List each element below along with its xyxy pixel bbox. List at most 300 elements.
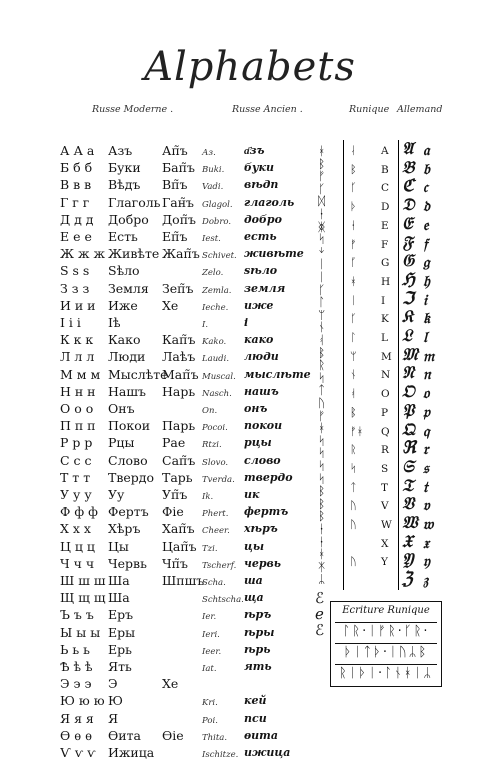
rune-glyph: ᛁ: [318, 257, 326, 272]
rune-letter: ᛋ: [350, 461, 357, 475]
ancient-letter-name: хѣръ: [244, 522, 278, 536]
ligature-form: Мап̃ъ: [162, 366, 199, 382]
ancient-transliteration: Scha.: [202, 578, 226, 588]
letter-forms: І і і: [60, 315, 81, 330]
ancient-letter-name: кей: [244, 694, 267, 708]
latin-letter: H: [381, 275, 391, 288]
ecriture-runique-box: [330, 601, 442, 687]
ancient-transliteration: Slovo.: [202, 457, 229, 468]
letter-forms: Ц ц ц: [60, 538, 95, 554]
ancient-transliteration: Muscal.: [202, 371, 236, 382]
ligature-form: Кап̃ъ: [162, 332, 196, 348]
ancient-letter-name: слово: [244, 453, 281, 467]
ancient-transliteration: Poi.: [202, 715, 218, 726]
letter-forms: Ф ф ф: [60, 504, 98, 520]
letter-forms: Л л л: [60, 349, 95, 365]
ancient-transliteration: Laudi.: [202, 354, 230, 365]
rune-letter: ᚴ: [350, 312, 357, 326]
ornament-glyph: ℰ: [315, 589, 325, 607]
letter-forms: Ъ ъ ъ: [60, 607, 94, 623]
gothic-lowercase: 𝔨: [423, 309, 431, 328]
gothic-capital: 𝔗: [402, 475, 414, 496]
letter-name: Хѣръ: [108, 521, 141, 537]
latin-letter: L: [381, 332, 388, 344]
ligature-form: Жап̃ъ: [162, 246, 200, 262]
ancient-transliteration: Iest.: [202, 234, 221, 244]
ligature-form: Парь: [162, 418, 196, 434]
letter-name: Червь: [108, 555, 147, 571]
letter-forms: П п п: [60, 418, 96, 434]
letter-name: Добро: [108, 211, 149, 227]
ligature-form: Хап̃ъ: [162, 521, 195, 537]
gothic-capital: 𝔑: [402, 363, 415, 384]
ancient-letter-name: ижица: [244, 746, 291, 759]
ligature-form: Лаѣъ: [162, 349, 196, 365]
latin-letter: B: [381, 163, 389, 176]
rune-letter: ᛘ: [350, 349, 357, 363]
gothic-lowercase: 𝔠: [423, 178, 428, 197]
gothic-capital: 𝔇: [402, 195, 415, 216]
rune-glyph: ᚴ: [318, 181, 326, 196]
rune-glyph: ᛋ: [318, 446, 326, 461]
letter-forms: С с с: [60, 452, 92, 468]
latin-letter: Q: [381, 425, 390, 438]
header-russe-ancien: Russe Ancien .: [232, 104, 303, 115]
ancient-transliteration: Ieri.: [202, 629, 220, 640]
ligature-form: Уп̃ъ: [162, 487, 188, 502]
gothic-capital: 𝔅: [402, 157, 415, 178]
letter-name: Есть: [108, 229, 138, 244]
gothic-capital: ℜ: [402, 438, 416, 459]
gothic-capital: 𝔙: [402, 494, 414, 515]
ancient-letter-name: а҃зъ: [244, 144, 265, 157]
gothic-capital: 𝔄: [402, 139, 414, 159]
letter-forms: А А а: [60, 143, 95, 158]
ancient-transliteration: Kako.: [202, 337, 227, 348]
letter-name: Ѕѣло: [108, 263, 140, 279]
ancient-letter-name: ѣры: [244, 625, 275, 639]
rune-letter: ᚠ: [350, 237, 357, 251]
ancient-letter-name: нашъ: [244, 384, 279, 398]
ancient-transliteration: Tverda.: [202, 474, 235, 485]
rune-glyph: ᛚ: [318, 295, 326, 310]
rune-glyph: ᛋ: [318, 232, 326, 247]
letter-name: Нашъ: [108, 383, 146, 399]
ancient-transliteration: Zemla.: [202, 285, 232, 296]
rune-letter: ᚢ: [350, 518, 357, 531]
gothic-capital: 𝔎: [402, 307, 414, 328]
ancient-transliteration: Schtscha.: [202, 595, 244, 606]
ancient-letter-name: мыслѣте: [244, 367, 311, 381]
ligature-form: Бап̃ъ: [162, 160, 195, 176]
ancient-letter-name: і: [244, 316, 249, 329]
letter-name: Твердо: [108, 469, 154, 485]
letter-name: Покои: [108, 418, 151, 434]
ancient-letter-name: есть: [244, 230, 277, 243]
rune-glyph: ᛂ: [318, 534, 326, 549]
letter-name: Ижица: [108, 745, 155, 760]
gothic-capital: 𝔛: [402, 531, 413, 552]
gothic-lowercase: 𝔩: [423, 328, 427, 346]
letter-name: Азъ: [108, 143, 133, 158]
gothic-lowercase: 𝔟: [423, 159, 430, 178]
rune-letter: ᛔ: [350, 405, 357, 419]
ligature-form: Нарь: [162, 383, 196, 399]
letter-forms: Б б б: [60, 160, 93, 176]
rune-letter: ᚦ: [350, 200, 357, 214]
letter-forms: Н н н: [60, 383, 96, 399]
ancient-letter-name: земля: [244, 281, 286, 295]
latin-letter: R: [381, 444, 389, 457]
gothic-capital: ℑ: [402, 288, 414, 309]
gothic-capital: 𝔓: [402, 400, 415, 421]
rune-glyph: ᛂ: [318, 207, 326, 221]
rune-glyph: ᚴ: [318, 282, 326, 297]
letter-name: Фертъ: [108, 504, 149, 520]
letter-forms: З з з: [60, 280, 90, 296]
ancient-transliteration: Thita.: [202, 732, 228, 743]
letter-forms: М м м: [60, 366, 101, 382]
ancient-transliteration: Ieer.: [202, 646, 222, 657]
ancient-transliteration: Kri.: [202, 698, 218, 709]
letter-forms: Д д д: [60, 211, 94, 227]
rune-line: ᚦᛁᛏᚦ·ᛁᚢᛦᛒ: [335, 643, 437, 662]
letter-forms: Г г г: [60, 194, 90, 210]
runic-ornament: [315, 590, 324, 638]
gothic-capital: 𝔒: [402, 382, 415, 403]
ligature-form: Ап̃ъ: [162, 143, 188, 158]
letter-forms: Ь ь ь: [60, 641, 90, 657]
ancient-letter-name: цы: [244, 539, 265, 553]
ancient-letter-name: фертъ: [244, 505, 289, 519]
latin-letter: S: [381, 462, 389, 475]
letter-forms: Т т т: [60, 469, 91, 485]
table-row: [0, 693, 500, 712]
ligature-form: Цап̃ъ: [162, 538, 197, 554]
latin-letter: G: [381, 257, 390, 270]
ligature-form: Вп̃ъ: [162, 177, 188, 193]
letter-name: Глаголь: [108, 194, 161, 210]
letter-forms: Ш ш ш: [60, 573, 106, 588]
letter-forms: Х х х: [60, 521, 91, 537]
column-divider-right: [398, 140, 399, 590]
rune-letter: ᛆ: [350, 144, 357, 157]
rune-glyph: ᚾ: [318, 320, 326, 335]
gothic-lowercase: 𝔵: [423, 533, 430, 552]
letter-forms: Ы ы ы: [60, 624, 101, 640]
ligature-form: Чп̃ъ: [162, 555, 188, 571]
ligature-form: Шпшъ: [162, 573, 205, 588]
gothic-lowercase: 𝔶: [423, 552, 430, 571]
letter-forms: К к к: [60, 332, 94, 348]
ligature-form: Доп̃ъ: [162, 211, 196, 227]
rune-letter: ᚢ: [350, 499, 357, 513]
letter-forms: Ѵ ѵ ѵ: [60, 745, 96, 760]
gothic-capital: ℨ: [402, 569, 413, 590]
rune-glyph: ᛋ: [318, 370, 326, 385]
ancient-transliteration: Pocoi.: [202, 423, 228, 434]
letter-name: Уу: [108, 487, 125, 502]
ligature-form: Хе: [162, 297, 179, 313]
letter-name: Рцы: [108, 435, 135, 451]
rune-line: ᛚᚱ·ᛁᚠᚱ·ᚴᚱ·: [335, 622, 437, 641]
gothic-lowercase: 𝔬: [423, 384, 430, 403]
letter-forms: В в в: [60, 177, 92, 193]
latin-letter: A: [381, 145, 389, 157]
gothic-lowercase: 𝔞: [423, 141, 430, 159]
letter-name: Земля: [108, 280, 149, 296]
rune-glyph: ᛋ: [318, 459, 326, 473]
rune-glyph: ᚠ: [318, 408, 326, 423]
ancient-transliteration: Ik.: [202, 492, 214, 502]
letter-name: Ерь: [108, 641, 132, 657]
ancient-transliteration: Cheer.: [202, 526, 230, 537]
gothic-lowercase: 𝔡: [423, 197, 430, 216]
rune-glyph: ᛔ: [318, 345, 326, 360]
latin-letter: O: [381, 388, 390, 401]
letter-name: Э: [108, 676, 118, 692]
ancient-transliteration: Phert.: [202, 509, 229, 520]
ornament-glyph: ℰ: [315, 621, 325, 639]
letter-forms: Ѳ ѳ ѳ: [60, 727, 93, 743]
ancient-letter-name: глаголь: [244, 195, 295, 209]
rune-glyph: ᛒ: [318, 509, 326, 524]
rune-glyph: ᛋ: [318, 433, 326, 448]
ligature-form: Хе: [162, 676, 179, 692]
ornament-glyph: ℯ: [315, 605, 324, 623]
ligature-form: Тарь: [162, 469, 193, 485]
rune-glyph: ᛋ: [318, 471, 326, 486]
ancient-letter-name: люди: [244, 350, 279, 364]
letter-name: Цы: [108, 538, 129, 554]
gothic-capital: 𝔔: [402, 419, 415, 440]
ecriture-runique-title: Ecriture Runique: [342, 605, 430, 616]
ancient-letter-name: твердо: [244, 470, 293, 484]
gothic-lowercase: 𝔷: [423, 571, 429, 590]
letter-name: Ша: [108, 590, 130, 606]
latin-letter: W: [381, 519, 392, 531]
ancient-letter-name: живѣте: [244, 247, 304, 261]
ancient-transliteration: Zelo.: [202, 268, 224, 279]
gothic-capital: 𝔊: [402, 251, 415, 272]
letter-name: Иже: [108, 297, 138, 313]
latin-letter: Y: [381, 556, 388, 569]
rune-glyph: ᛦ: [318, 572, 326, 587]
letter-forms: Ю ю ю: [60, 693, 105, 709]
latin-letter: D: [381, 201, 390, 214]
ancient-letter-name: вѣдп: [244, 178, 279, 192]
rune-letter: ᛚ: [350, 331, 357, 344]
ancient-transliteration: Tzi.: [202, 543, 218, 554]
ancient-letter-name: онъ: [244, 402, 268, 415]
letter-name: Люди: [108, 349, 146, 365]
gothic-lowercase: 𝔴: [423, 515, 434, 533]
latin-letter: F: [381, 238, 389, 251]
letter-forms: Ж ж ж: [60, 246, 105, 262]
letter-name: Буки: [108, 160, 141, 176]
rune-glyph: ᚠ: [318, 169, 326, 184]
ancient-letter-name: ѣрь: [244, 642, 271, 656]
rune-letter: ᚼ: [350, 274, 357, 288]
gothic-capital: 𝔐: [402, 344, 418, 365]
letter-name: Ша: [108, 573, 130, 588]
ligature-form: Зеп̃ъ: [162, 280, 194, 296]
rune-glyph: ᚮ: [318, 333, 326, 347]
letter-forms: Е е е: [60, 229, 92, 244]
letter-forms: Э э э: [60, 676, 92, 692]
header-allemand: Allemand: [397, 104, 443, 115]
ancient-letter-name: како: [244, 333, 274, 347]
ancient-transliteration: Buki.: [202, 165, 225, 176]
ligature-form: Еп̃ъ: [162, 229, 188, 244]
letter-name: Онъ: [108, 401, 135, 416]
rune-letter: ᛏ: [350, 480, 357, 494]
letter-forms: Р р р: [60, 435, 93, 451]
letter-forms: Щ щ щ: [60, 590, 106, 606]
ancient-transliteration: Ieche.: [202, 302, 229, 313]
gothic-capital: 𝔉: [402, 232, 413, 253]
ancient-transliteration: On.: [202, 406, 218, 416]
rune-letter: ᛂ: [350, 218, 357, 232]
rune-glyph: ᛒ: [318, 496, 326, 511]
rune-glyph: ᚱ: [318, 358, 326, 373]
gothic-lowercase: 𝔢: [423, 215, 429, 234]
letter-name: Еръ: [108, 607, 134, 623]
letter-name: Ѳита: [108, 727, 141, 743]
rune-glyph: ᚼ: [318, 547, 326, 562]
letter-name: Ять: [108, 659, 132, 674]
rune-letter: ᛒ: [350, 162, 357, 176]
ancient-transliteration: Dobro.: [202, 216, 232, 227]
letter-name: Еры: [108, 624, 136, 640]
rune-letter: ᛁ: [350, 293, 357, 307]
header-runique: Runique: [349, 104, 390, 115]
gothic-lowercase: 𝔳: [423, 496, 430, 515]
ancient-letter-name: пси: [244, 711, 267, 725]
gothic-capital: 𝔈: [402, 213, 413, 234]
rune-letter: ᚠᚼ: [350, 424, 364, 438]
rune-glyph: ᛒ: [318, 156, 326, 171]
letter-forms: Ѕ ѕ ѕ: [60, 263, 90, 279]
ancient-letter-name: ик: [244, 488, 260, 501]
latin-letter: N: [381, 369, 391, 382]
gothic-capital: 𝔜: [402, 550, 414, 571]
rune-glyph: ᛎ: [318, 244, 326, 259]
rune-glyph: ᛞ: [318, 194, 326, 209]
gothic-capital: 𝔖: [402, 456, 414, 477]
rune-glyph: ᛤ: [318, 219, 326, 234]
latin-letter: V: [381, 500, 389, 513]
letter-name: Ю: [108, 693, 123, 709]
rune-letter: ᚱ: [350, 443, 357, 457]
gothic-lowercase: 𝔮: [423, 421, 430, 440]
rune-letter: ᚴ: [350, 181, 357, 195]
ancient-transliteration: Rtzi.: [202, 440, 222, 451]
letter-name: Слово: [108, 452, 148, 468]
table-row: [0, 728, 500, 747]
ancient-letter-name: ѣръ: [244, 608, 272, 622]
ancient-transliteration: Ier.: [202, 612, 217, 623]
ancient-letter-name: ять: [244, 660, 272, 673]
gothic-lowercase: 𝔥: [423, 271, 430, 290]
table-row: [0, 745, 500, 764]
latin-letter: C: [381, 182, 390, 195]
ancient-transliteration: Аз.: [202, 148, 216, 158]
ligature-form: Ган̃ъ: [162, 194, 195, 210]
ancient-transliteration: Tscherf.: [202, 560, 237, 571]
ancient-letter-name: ѕѣло: [244, 264, 278, 278]
letter-forms: И и и: [60, 297, 96, 313]
gothic-lowercase: 𝔫: [423, 365, 431, 384]
letter-forms: Я я я: [60, 710, 94, 726]
latin-letter: E: [381, 219, 389, 232]
gothic-lowercase: 𝔦: [423, 290, 427, 309]
ancient-transliteration: Nasch.: [202, 388, 232, 399]
column-divider-left: [343, 140, 344, 590]
rune-glyph: ᚼ: [318, 144, 326, 158]
latin-letter: T: [381, 481, 389, 494]
ligature-form: Сап̃ъ: [162, 452, 196, 468]
page-title: Alphabets: [144, 44, 356, 90]
table-row: [0, 711, 500, 730]
latin-letter: M: [381, 350, 392, 363]
gothic-capital: ℌ: [402, 269, 415, 290]
letter-name: Мыслѣте: [108, 366, 168, 382]
ancient-transliteration: Vadi.: [202, 182, 224, 193]
letter-forms: Ѣ ѣ ѣ: [60, 659, 93, 674]
ancient-letter-name: буки: [244, 161, 274, 175]
rune-letter: ᚾ: [350, 368, 357, 382]
ligature-form: Ѳіе: [162, 727, 184, 743]
ancient-transliteration: Iat.: [202, 664, 217, 674]
gothic-lowercase: 𝔣: [423, 234, 428, 253]
header-russe-moderne: Russe Moderne .: [92, 104, 174, 115]
gothic-lowercase: 𝔪: [423, 346, 435, 365]
latin-letter: P: [381, 406, 389, 419]
letter-forms: О о о: [60, 401, 94, 416]
ancient-transliteration: Ischitze.: [202, 750, 239, 760]
ancient-letter-name: червь: [244, 556, 282, 570]
ancient-transliteration: Schivet.: [202, 251, 237, 262]
letter-name: Я: [108, 710, 119, 726]
ancient-transliteration: Glagol.: [202, 199, 233, 210]
ancient-letter-name: добро: [244, 212, 282, 226]
gothic-capital: ℭ: [402, 176, 414, 197]
gothic-capital: 𝔚: [402, 513, 418, 533]
rune-letter: ᚢ: [350, 555, 357, 569]
rune-glyph: ᛡ: [318, 559, 326, 574]
letter-name: Іѣ: [108, 315, 121, 330]
letter-name: Живѣте: [108, 246, 160, 262]
rune-glyph: ᚢ: [318, 396, 326, 410]
gothic-lowercase: 𝔱: [423, 477, 428, 496]
gothic-lowercase: 𝔭: [423, 402, 430, 421]
rune-letter: ᚵ: [350, 256, 357, 270]
letter-name: Како: [108, 332, 141, 348]
ancient-letter-name: покои: [244, 419, 283, 433]
ancient-transliteration: I.: [202, 320, 209, 330]
gothic-lowercase: 𝔰: [423, 458, 429, 477]
ancient-letter-name: ща: [244, 591, 264, 605]
letter-forms: У у у: [60, 487, 92, 502]
rune-glyph: ᛏ: [318, 383, 326, 398]
ligature-form: Фіе: [162, 504, 184, 520]
letter-name: Вѣдъ: [108, 177, 141, 193]
gothic-lowercase: 𝔯: [423, 440, 429, 459]
rune-glyph: ᚼ: [318, 421, 326, 436]
ancient-letter-name: ѳита: [244, 728, 278, 742]
latin-letter: X: [381, 537, 389, 550]
